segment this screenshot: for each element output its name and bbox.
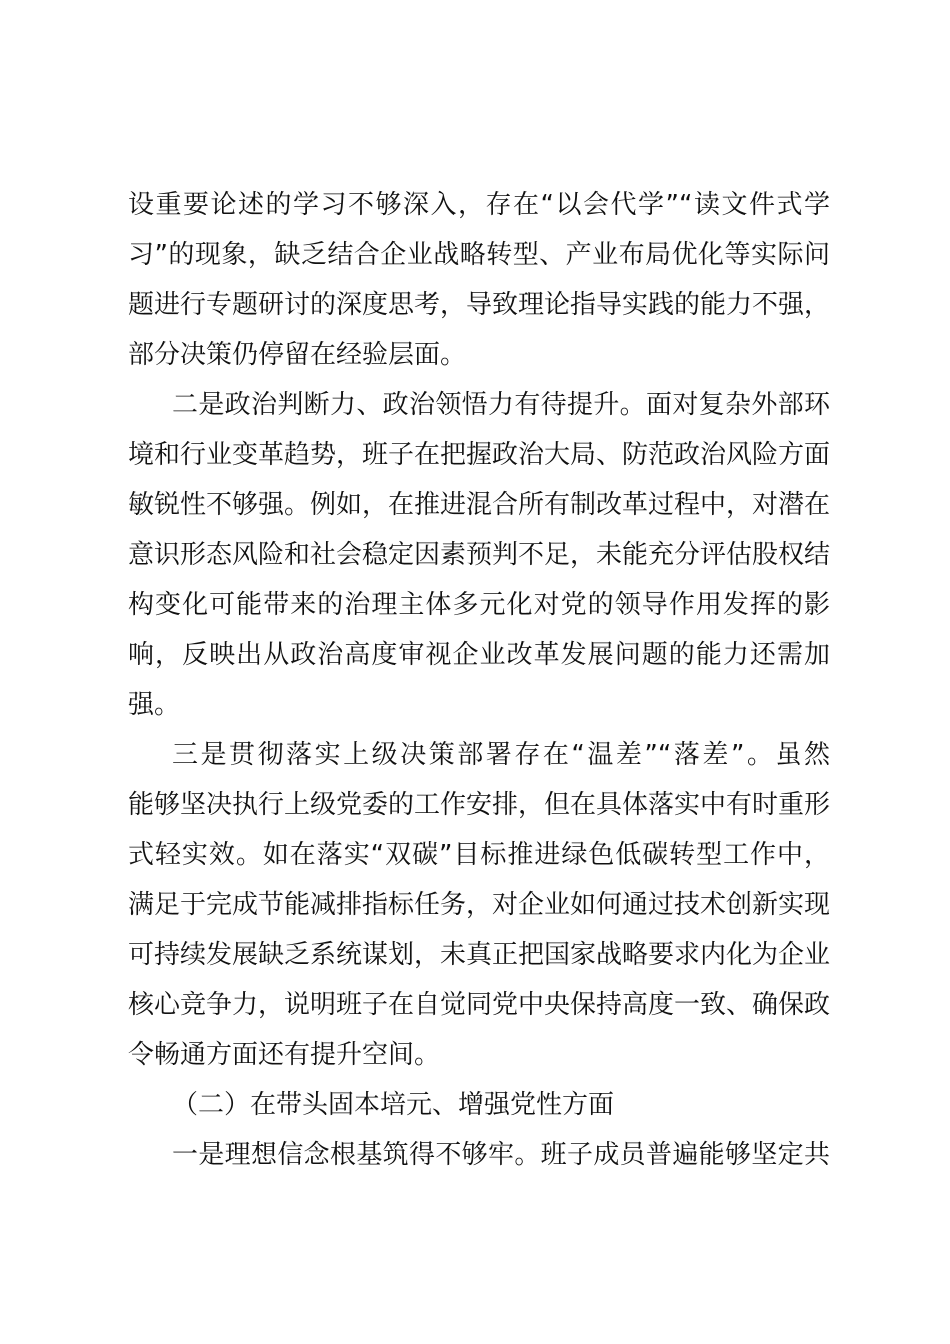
text-line: 部分决策仍停留在经验层面。 (128, 340, 467, 370)
section-heading: （二）在带头固本培元、增强党性方面 (172, 1090, 615, 1120)
text-line: 式轻实效。如在落实“双碳”目标推进绿色低碳转型工作中， (128, 840, 830, 870)
text-line: 习”的现象，缺乏结合企业战略转型、产业布局优化等实际问 (128, 240, 830, 270)
text-line: 敏锐性不够强。例如，在推进混合所有制改革过程中，对潜在 (128, 490, 831, 520)
text-line: 题进行专题研讨的深度思考，导致理论指导实践的能力不强， (128, 290, 831, 320)
text-line: 二是政治判断力、政治领悟力有待提升。面对复杂外部环 (172, 390, 830, 420)
text-line: 可持续发展缺乏系统谋划，未真正把国家战略要求内化为企业 (128, 940, 831, 970)
text-line: 构变化可能带来的治理主体多元化对党的领导作用发挥的影 (128, 590, 830, 620)
text-line: 响，反映出从政治高度审视企业改革发展问题的能力还需加 (128, 640, 830, 670)
text-line: 一是理想信念根基筑得不够牢。班子成员普遍能够坚定共 (172, 1140, 830, 1170)
text-line: 核心竞争力，说明班子在自觉同党中央保持高度一致、确保政 (128, 990, 831, 1020)
text-line: 三是贯彻落实上级决策部署存在“温差”“落差”。虽然 (172, 740, 830, 770)
text-line: 满足于完成节能减排指标任务，对企业如何通过技术创新实现 (128, 890, 831, 920)
text-line: 能够坚决执行上级党委的工作安排，但在具体落实中有时重形 (128, 790, 831, 820)
text-line: 令畅通方面还有提升空间。 (128, 1040, 441, 1070)
text-line: 境和行业变革趋势，班子在把握政治大局、防范政治风险方面 (128, 440, 831, 470)
text-line: 意识形态风险和社会稳定因素预判不足，未能充分评估股权结 (128, 540, 831, 570)
text-line: 设重要论述的学习不够深入，存在“以会代学”“读文件式学 (128, 190, 830, 220)
text-line: 强。 (128, 690, 181, 720)
